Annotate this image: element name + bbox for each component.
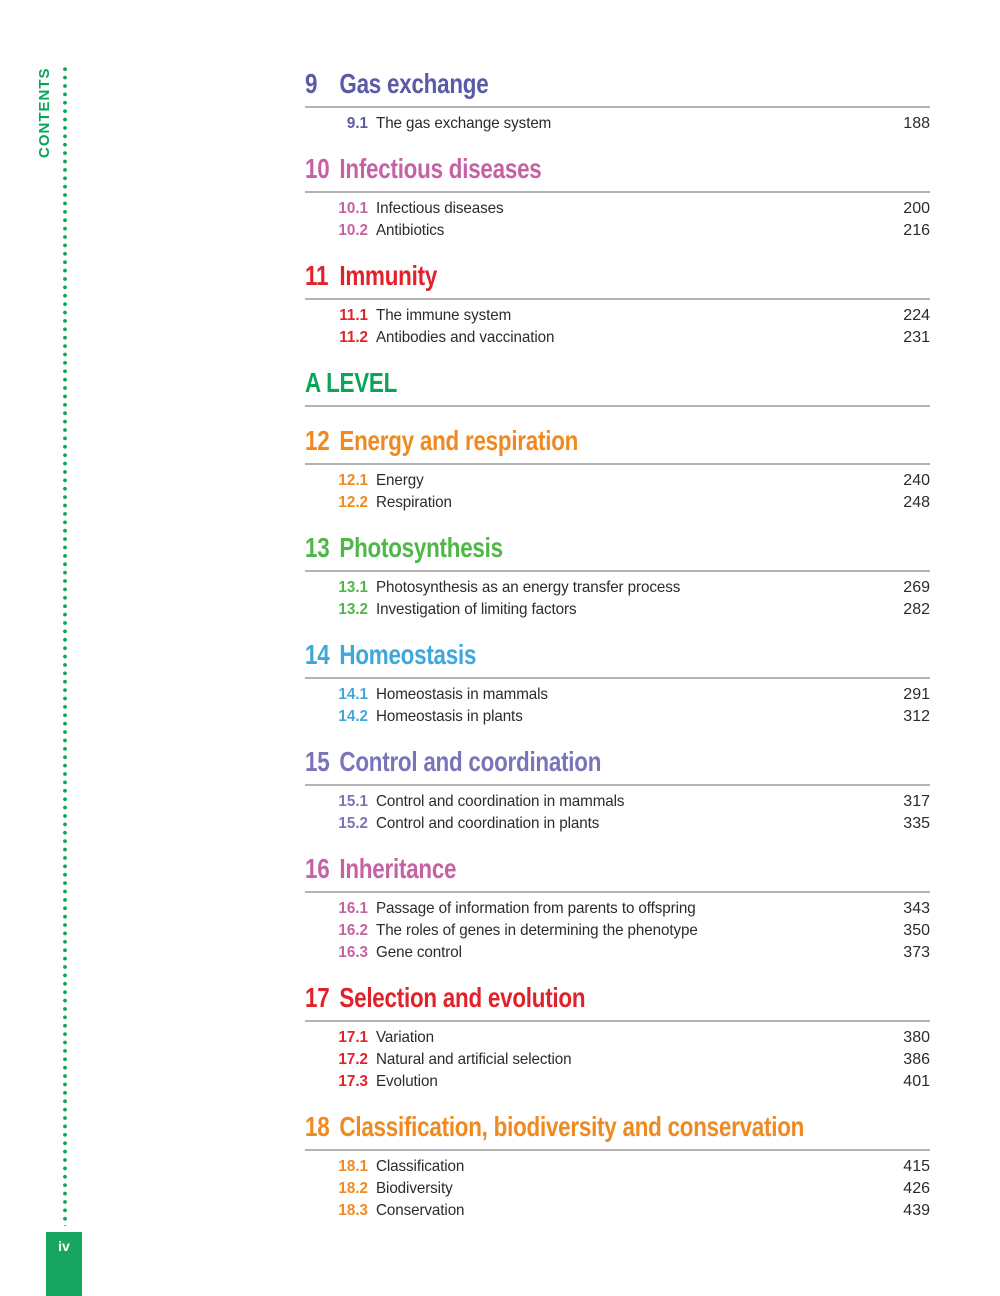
chapter-block	[305, 641, 930, 728]
chapter-heading	[305, 855, 930, 883]
entry-page-number: 282	[903, 601, 930, 618]
chapter-title: Control and coordination	[339, 746, 602, 777]
chapter-block	[305, 534, 930, 621]
chapter-heading	[305, 155, 930, 183]
chapter-block	[305, 1113, 930, 1222]
toc-entry-row	[305, 942, 930, 964]
entry-title: Control and coordination in plants	[376, 815, 600, 832]
toc-entry-row	[305, 492, 930, 514]
entry-page-number: 240	[903, 472, 930, 489]
section-rule	[305, 463, 930, 465]
chapter-heading	[305, 984, 930, 1012]
chapter-block	[305, 855, 930, 964]
entry-number: 10.1	[338, 200, 368, 217]
entry-page-number: 401	[903, 1073, 930, 1090]
chapter-number: 9	[305, 68, 318, 99]
chapter-heading	[305, 748, 930, 776]
entry-page-number: 373	[903, 944, 930, 961]
section-rule	[305, 570, 930, 572]
chapter-block	[305, 427, 930, 514]
chapter-block	[305, 70, 930, 135]
toc-entry-row	[305, 1071, 930, 1093]
entry-page-number: 350	[903, 922, 930, 939]
entry-number: 17.1	[338, 1029, 368, 1046]
toc-entry-row	[305, 684, 930, 706]
toc-entry-row	[305, 577, 930, 599]
chapter-title: A LEVEL	[305, 367, 398, 398]
chapter-block	[305, 984, 930, 1093]
entry-page-number: 426	[903, 1180, 930, 1197]
chapter-entries	[305, 305, 930, 349]
entry-page-number: 248	[903, 494, 930, 511]
chapter-entries	[305, 684, 930, 728]
chapter-number: 15	[305, 746, 330, 777]
entry-page-number: 224	[903, 307, 930, 324]
toc-entry-row	[305, 113, 930, 135]
entry-title: Homeostasis in plants	[376, 708, 523, 725]
entry-number: 9.1	[346, 115, 368, 132]
entry-page-number: 188	[903, 115, 930, 132]
toc-entry-row	[305, 198, 930, 220]
section-rule	[305, 677, 930, 679]
folio-page-number: iv	[58, 1238, 70, 1254]
chapter-entries	[305, 791, 930, 835]
chapter-block	[305, 262, 930, 349]
toc-entry-row	[305, 813, 930, 835]
contents-sidebar-label: CONTENTS	[36, 67, 53, 158]
entry-number: 13.1	[338, 579, 368, 596]
entry-page-number: 317	[903, 793, 930, 810]
toc-entry-row	[305, 898, 930, 920]
entry-number: 16.3	[338, 944, 368, 961]
chapter-entries	[305, 470, 930, 514]
chapter-title: Classification, biodiversity and conservation	[339, 1111, 805, 1142]
entry-number: 17.2	[338, 1051, 368, 1068]
entry-page-number: 291	[903, 686, 930, 703]
entry-title: Evolution	[376, 1073, 438, 1090]
entry-title: Conservation	[376, 1202, 465, 1219]
entry-number: 12.1	[338, 472, 368, 489]
entry-number: 18.3	[338, 1202, 368, 1219]
entry-number: 11.1	[339, 307, 368, 324]
entry-title: Antibiotics	[376, 222, 445, 239]
entry-title: Biodiversity	[376, 1180, 453, 1197]
entry-title: Natural and artificial selection	[376, 1051, 572, 1068]
chapter-heading	[305, 427, 930, 455]
entry-number: 18.1	[338, 1158, 368, 1175]
toc-entry-row	[305, 1049, 930, 1071]
entry-number: 15.1	[338, 793, 368, 810]
section-rule	[305, 106, 930, 108]
entry-page-number: 343	[903, 900, 930, 917]
entry-number: 16.1	[338, 900, 368, 917]
chapter-heading	[305, 1113, 930, 1141]
chapter-entries	[305, 1027, 930, 1093]
chapter-number: 17	[305, 982, 330, 1013]
section-rule	[305, 405, 930, 407]
chapter-number: 12	[305, 425, 330, 456]
chapter-entries	[305, 198, 930, 242]
entry-page-number: 380	[903, 1029, 930, 1046]
toc-entry-row	[305, 920, 930, 942]
entry-title: The gas exchange system	[376, 115, 552, 132]
chapter-title: Gas exchange	[339, 68, 489, 99]
toc-entry-row	[305, 1027, 930, 1049]
table-of-contents	[305, 50, 930, 1222]
chapter-block	[305, 369, 930, 407]
entry-number: 17.3	[338, 1073, 368, 1090]
entry-page-number: 269	[903, 579, 930, 596]
chapter-title: Inheritance	[339, 853, 457, 884]
entry-title: Control and coordination in mammals	[376, 793, 625, 810]
chapter-block	[305, 155, 930, 242]
chapter-entries	[305, 113, 930, 135]
chapter-entries	[305, 898, 930, 964]
entry-title: Energy	[376, 472, 424, 489]
entry-title: Homeostasis in mammals	[376, 686, 548, 703]
chapter-heading	[305, 641, 930, 669]
entry-title: Photosynthesis as an energy transfer process	[376, 579, 681, 596]
entry-number: 16.2	[338, 922, 368, 939]
chapter-title: Selection and evolution	[339, 982, 586, 1013]
entry-page-number: 415	[903, 1158, 930, 1175]
entry-title: Gene control	[376, 944, 462, 961]
part-divider-heading	[305, 369, 930, 397]
section-rule	[305, 1020, 930, 1022]
chapter-title: Infectious diseases	[339, 153, 542, 184]
entry-title: The roles of genes in determining the phenotype	[376, 922, 698, 939]
chapter-number: 16	[305, 853, 330, 884]
entry-title: Respiration	[376, 494, 452, 511]
entry-number: 15.2	[338, 815, 368, 832]
toc-entry-row	[305, 470, 930, 492]
toc-entry-row	[305, 599, 930, 621]
entry-number: 10.2	[338, 222, 368, 239]
toc-entry-row	[305, 791, 930, 813]
toc-entry-row	[305, 220, 930, 242]
chapter-number: 13	[305, 532, 330, 563]
entry-title: Investigation of limiting factors	[376, 601, 577, 618]
entry-page-number: 439	[903, 1202, 930, 1219]
entry-title: Variation	[376, 1029, 435, 1046]
chapter-number: 18	[305, 1111, 330, 1142]
section-rule	[305, 784, 930, 786]
entry-title: Passage of information from parents to offspring	[376, 900, 696, 917]
chapter-block	[305, 748, 930, 835]
toc-entry-row	[305, 305, 930, 327]
entry-title: Infectious diseases	[376, 200, 504, 217]
entry-number: 13.2	[338, 601, 368, 618]
toc-entry-row	[305, 1200, 930, 1222]
chapter-number: 10	[305, 153, 330, 184]
chapter-title: Immunity	[339, 260, 438, 291]
entry-number: 12.2	[338, 494, 368, 511]
section-rule	[305, 298, 930, 300]
entry-number: 14.1	[338, 686, 368, 703]
entry-page-number: 216	[903, 222, 930, 239]
toc-entry-row	[305, 327, 930, 349]
chapter-title: Photosynthesis	[339, 532, 503, 563]
entry-number: 11.2	[339, 329, 368, 346]
section-rule	[305, 1149, 930, 1151]
sidebar-dotted-line	[62, 66, 68, 1226]
entry-page-number: 386	[903, 1051, 930, 1068]
chapter-title: Energy and respiration	[339, 425, 579, 456]
chapter-entries	[305, 1156, 930, 1222]
entry-page-number: 335	[903, 815, 930, 832]
chapter-heading	[305, 262, 930, 290]
chapter-heading	[305, 70, 930, 98]
toc-entry-row	[305, 706, 930, 728]
entry-title: The immune system	[376, 307, 512, 324]
section-rule	[305, 191, 930, 193]
chapter-number: 11	[305, 260, 329, 291]
toc-entry-row	[305, 1156, 930, 1178]
section-rule	[305, 891, 930, 893]
folio-box	[46, 1232, 82, 1296]
entry-number: 14.2	[338, 708, 368, 725]
entry-page-number: 200	[903, 200, 930, 217]
entry-page-number: 231	[903, 329, 930, 346]
entry-title: Antibodies and vaccination	[376, 329, 555, 346]
toc-entry-row	[305, 1178, 930, 1200]
entry-number: 18.2	[338, 1180, 368, 1197]
chapter-entries	[305, 577, 930, 621]
entry-title: Classification	[376, 1158, 465, 1175]
chapter-number: 14	[305, 639, 330, 670]
chapter-title: Homeostasis	[339, 639, 477, 670]
entry-page-number: 312	[903, 708, 930, 725]
chapter-heading	[305, 534, 930, 562]
